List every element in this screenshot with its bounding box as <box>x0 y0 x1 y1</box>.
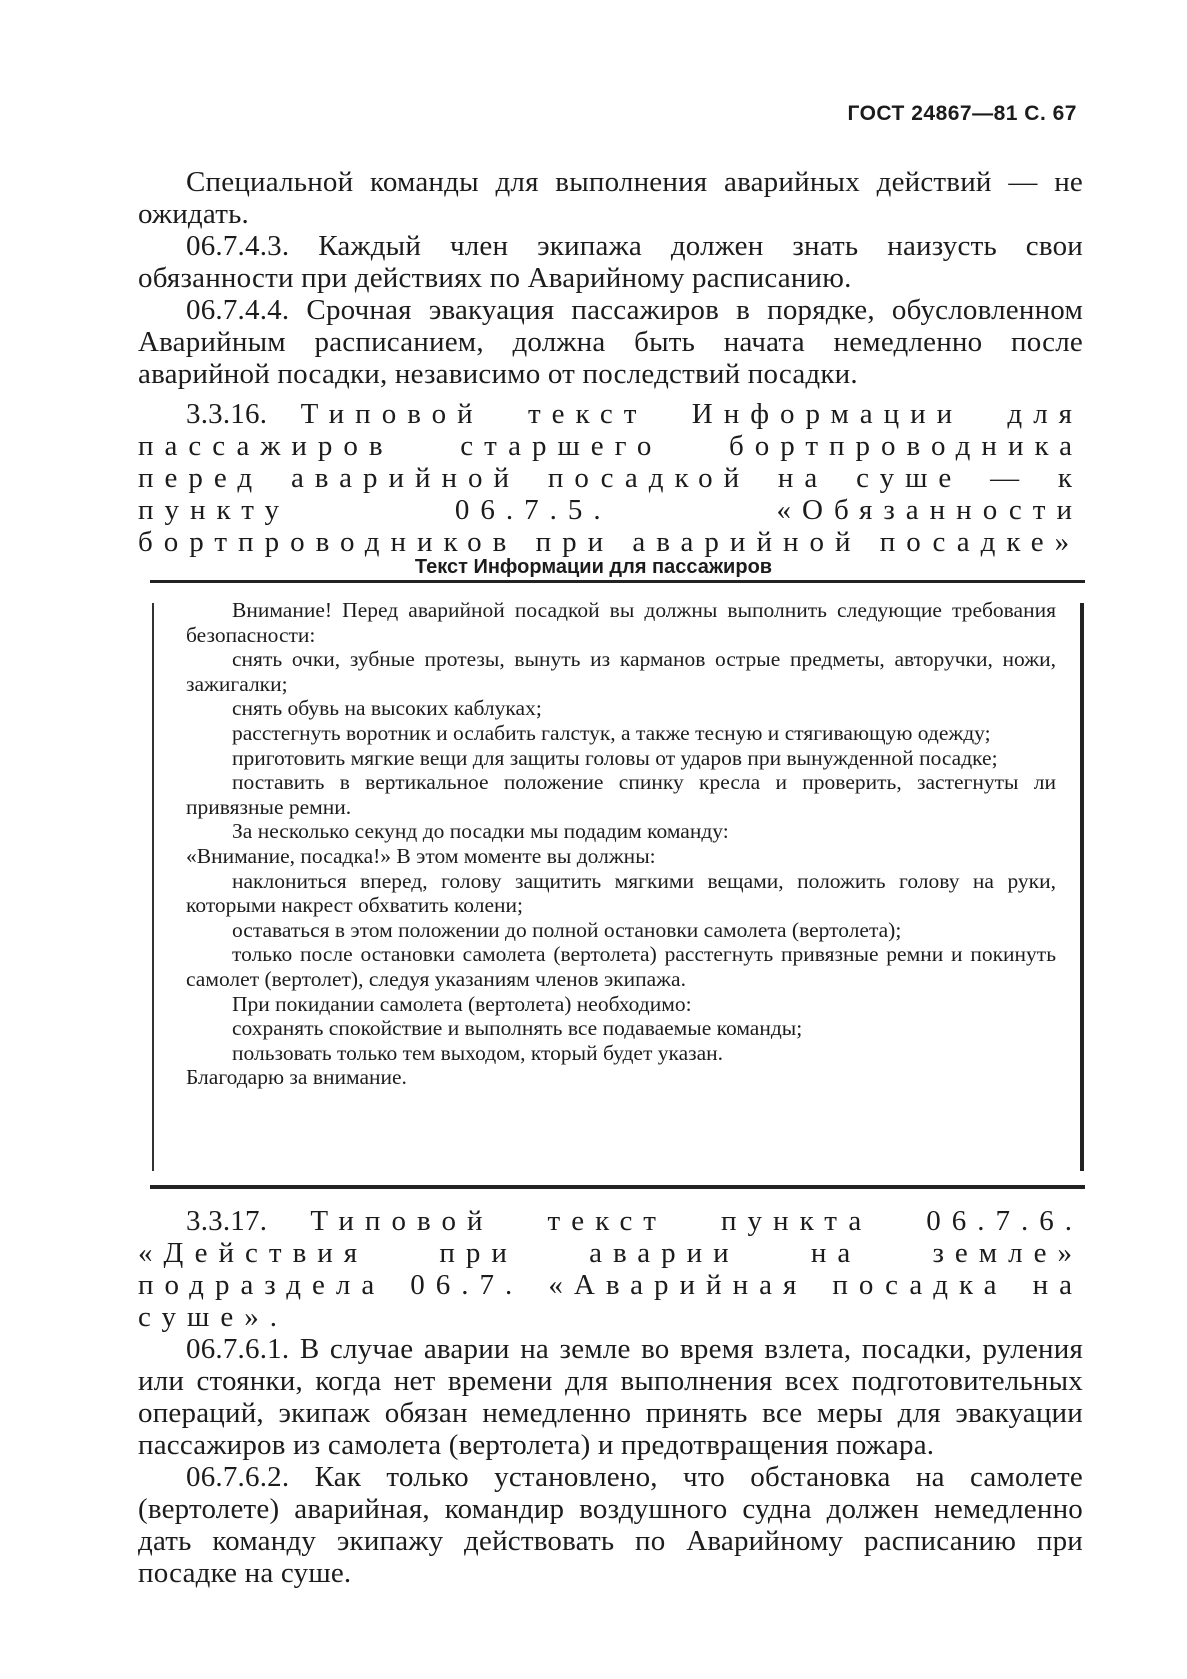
section-heading-paragraph <box>138 1205 1083 1333</box>
info-box-line: только после остановки самолета (вертолета) расстегнуть привязные ремни и покинуть самолет (вертолет), следуя указаниям членов экипажа. <box>186 942 1056 991</box>
paragraph: 06.7.6.1. В случае аварии на земле во время взлета, посадки, руления или стоянки, когда нет времени для выполнения всех подготовительных операций, экипаж обязан немедленно принять все меры для эвакуации пассажиров из самолета (вертолета) и предотвращения пожара. <box>138 1333 1083 1461</box>
top-text-block <box>138 166 1083 390</box>
info-box-title: Текст Информации для пассажиров <box>414 556 773 578</box>
info-box-line: сохранять спокойствие и выполнять все подаваемые команды; <box>232 1016 803 1041</box>
info-box-line: оставаться в этом положении до полной остановки самолета (вертолета); <box>232 917 902 942</box>
info-box-line: пользовать только тем выходом, кторый будет указан. <box>232 1040 724 1065</box>
bottom-text-block <box>138 1205 1083 1589</box>
info-box-line: поставить в вертикальное положение спинку кресла и проверить, застегнуты ли привязные ремни. <box>186 770 1056 819</box>
info-box-line: За несколько секунд до посадки мы подадим команду: <box>232 819 729 844</box>
paragraph: 06.7.4.4. Срочная эвакуация пассажиров в порядке, обусловленном Аварийным расписанием, должна быть начата немедленно после аварийной посадки, независимо от последствий посадки. <box>138 294 1083 390</box>
paragraph: 06.7.6.2. Как только установлено, что обстановка на самолете (вертолете) аварийная, командир воздушного судна должен немедленно дать команду экипажу действовать по Аварийному расписанию при посадке на суше. <box>138 1461 1083 1589</box>
info-box-line: приготовить мягкие вещи для защиты головы от ударов при вынужденной посадке; <box>232 745 998 770</box>
section-heading-text: Типовой текст пункта 06.7.6. «Действия при аварии на земле» подраздела 06.7. «Аварийная посадка на суше». <box>138 1205 1083 1333</box>
section-number: 3.3.16. <box>186 398 268 430</box>
section-number: 3.3.17. <box>186 1205 268 1237</box>
info-box-line: Внимание! Перед аварийной посадкой вы должны выполнить следующие требования безопасности: <box>186 598 1056 647</box>
info-box-line: «Внимание, посадка!» В этом моменте вы должны: <box>186 843 656 868</box>
section-heading-text: Типовой текст Информации для пассажиров старшего бортпроводника перед аварийной посадкой на суше — к пункту 06.7.5. «Обязанности бортпроводников при аварийной посадке» <box>138 398 1084 558</box>
info-box-line: При покидании самолета (вертолета) необходимо: <box>232 991 692 1016</box>
info-box-line: Благодарю за внимание. <box>186 1065 407 1090</box>
info-box-line: наклониться вперед, голову защитить мягкими вещами, положить голову на руки, которыми накрест обхватить колени; <box>186 868 1056 918</box>
info-box-line: снять обувь на высоких каблуках; <box>232 696 542 721</box>
info-box-text <box>186 598 1056 1090</box>
box-bottom-rule <box>150 1185 1085 1189</box>
box-top-rule <box>150 580 1085 583</box>
paragraph: 06.7.4.3. Каждый член экипажа должен знать наизусть свои обязанности при действиях по Аварийному расписанию. <box>138 230 1083 294</box>
section-heading-paragraph <box>138 398 1083 558</box>
info-box-line: снять очки, зубные протезы, вынуть из карманов острые предметы, авторучки, ножи, зажигалки; <box>186 647 1056 696</box>
page-header: ГОСТ 24867—81 С. 67 <box>847 102 1077 125</box>
section-3-3-16 <box>138 398 1083 558</box>
info-box-line: расстегнуть воротник и ослабить галстук, а также тесную и стягивающую одежду; <box>232 720 991 745</box>
paragraph: Специальной команды для выполнения аварийных действий — не ожидать. <box>138 166 1083 230</box>
